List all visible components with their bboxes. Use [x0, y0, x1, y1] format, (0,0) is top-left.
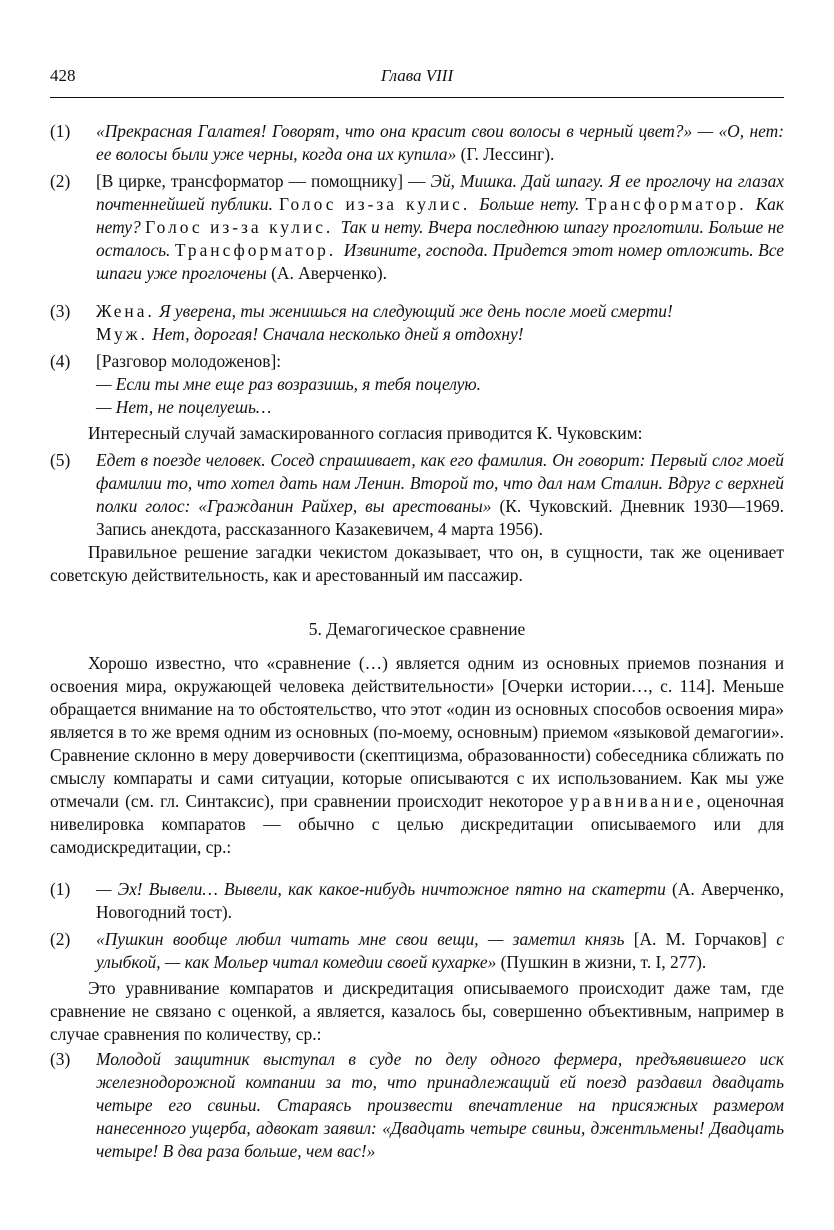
spaced-term: уравнивание [569, 791, 697, 811]
context-line: [Разговор молодоженов]: [96, 351, 282, 371]
speaker-label: Трансформатор. [585, 194, 756, 214]
example-2-circus [50, 170, 784, 285]
example-source: (К. Чуковский. Дневник 1930—1969. Запись анекдота, рассказанного Казакевичем, 4 марта 1956). [96, 496, 784, 539]
example-number: (3) [50, 1049, 71, 1069]
page-header [50, 66, 784, 94]
example-b3-pigs [50, 1048, 784, 1163]
example-text [96, 449, 784, 541]
dialogue-text: Я уверена, ты женишься на следующий же день после моей смерти! [154, 301, 673, 321]
anecdote-text: Молодой защитник выступал в суде по делу одного фермера, предъявившего иск железнодорожной компании за то, что принадлежащий ей поезд раздавил двадцать четыре его свиньи. Стараясь произвести впечатление на присяжных размером нанесенного ущерба, адвокат заявил: «Двадцать четыре свиньи, джентльмены! Двадцать четыре! В два раза больше, чем вас!» [96, 1049, 784, 1161]
example-number: (1) [50, 121, 71, 141]
dialogue-line: Извините, господа. Придется этот номер отложить. Все шпаги уже проглочены [96, 240, 784, 283]
dialogue-line-1 [96, 300, 784, 323]
dialogue-line: Так и нету. Вчера последнюю шпагу проглотили. Больше не осталось. [96, 217, 784, 260]
example-3-spouses [50, 300, 784, 346]
section-heading: 5. Демагогическое сравнение [308, 619, 526, 639]
dialogue-line-2 [96, 323, 784, 346]
example-source: (Г. Лессинг). [456, 144, 555, 164]
example-source: (А. Аверченко, Новогодний тост). [96, 879, 784, 922]
dialogue-line: — Нет, не поцелуешь… [96, 397, 272, 417]
example-number: (5) [50, 450, 71, 470]
example-5-chukovsky [50, 449, 784, 541]
dialogue-text: Нет, дорогая! Сначала несколько дней я отдохну! [147, 324, 524, 344]
example-number: (3) [50, 301, 71, 321]
example-1-galatea [50, 120, 784, 166]
intro-paragraph: Интересный случай замаскированного согласия приводится К. Чуковским: [88, 423, 643, 443]
speaker-label: Трансформатор. [174, 240, 344, 260]
example-text [96, 170, 784, 285]
dialogue-line: — Если ты мне еще раз возразишь, я тебя поцелую. [96, 374, 482, 394]
running-title: Глава VIII [380, 66, 454, 85]
speaker-label: Муж. [96, 324, 148, 344]
example-number: (2) [50, 171, 71, 191]
example-quote: «Пушкин вообще любил читать мне свои вещи, — заметил князь [96, 929, 625, 949]
example-text [96, 350, 784, 419]
header-rule [50, 97, 784, 98]
example-source: (А. Аверченко). [266, 263, 387, 283]
dialogue-line: Эй, Мишка. Дай шпагу. Я ее проглочу на глазах почтеннейшей публики. [96, 171, 784, 214]
answer-paragraph: Правильное решение загадки чекистом доказывает, что он, в сущности, так же оценивает советскую действительность, как и арестованный им пассажир. [50, 542, 784, 585]
example-quote: «Прекрасная Галатея! Говорят, что она красит свои волосы в черный цвет?» — «О, нет: ее волосы были уже черны, когда она их купила» [96, 121, 784, 164]
example-text [96, 1048, 784, 1163]
example-text [96, 878, 784, 924]
example-quote: с улыбкой, — как Мольер читал комедии своей кухарке» [96, 929, 784, 972]
stage-direction: [В цирке, трансформатор — помощнику] — [96, 171, 431, 191]
anecdote-text: Едет в поезде человек. Сосед спрашивает, как его фамилия. Он говорит: Первый слог моей фамилии то, что хотел дать нам Ленин. Второй то, что дал нам Сталин. Вдруг с верхней полки голос: «Гражданин Райхер, вы арестованы» [96, 450, 784, 516]
speaker-label: Жена. [96, 301, 155, 321]
example-number: (1) [50, 879, 71, 899]
dialogue-line: Больше нету. [479, 194, 586, 214]
example-b1-averchenko [50, 878, 784, 924]
main-paragraph-part-a: Хорошо известно, что «сравнение (…) является одним из основных приемов познания и освоения мира, окружающей человека действительности» [Очерки истории…, с. 114]. Меньше обращается внимание на то обстоятельство, что этот «один из основных способов освоения мира» является в то же время одним из основных (по-моему, основным) приемом «языковой демагогии». Сравнение склонно в меру доверчивости (скептицизма, образованности) собеседника сближать по смыслу компараты и сами ситуации, которые описываются с их использованием. Как мы уже отмечали (см. гл. Синтаксис), при сравнении происходит некоторое [50, 653, 784, 811]
editorial-insert: [А. М. Горчаков] [624, 929, 777, 949]
speaker-label: Голос из-за кулис. [278, 194, 480, 214]
example-text [96, 120, 784, 166]
page-number: 428 [50, 66, 76, 85]
example-text [96, 928, 784, 974]
example-quote: — Эх! Вывели… Вывели, как какое-нибудь ничтожное пятно на скатерти [96, 879, 666, 899]
example-4-newlyweds [50, 350, 784, 419]
example-number: (2) [50, 929, 71, 949]
main-paragraph-part-b: , оценочная нивелировка компаратов — обычно с целью дискредитации описываемого или для самодискредитации, ср.: [50, 791, 784, 857]
main-paragraph [50, 652, 784, 859]
dialogue-line: Как нету? [96, 194, 784, 237]
speaker-label: Голос из-за кулис. [145, 217, 341, 237]
example-text [96, 300, 784, 346]
example-b2-pushkin [50, 928, 784, 974]
equalizing-paragraph: Это уравнивание компаратов и дискредитация описываемого происходит даже там, где сравнение не связано с оценкой, а является, казалось бы, совершенно объективным, например в случае сравнения по количеству, ср.: [50, 978, 784, 1044]
example-number: (4) [50, 351, 71, 371]
example-source: (Пушкин в жизни, т. I, 277). [496, 952, 707, 972]
